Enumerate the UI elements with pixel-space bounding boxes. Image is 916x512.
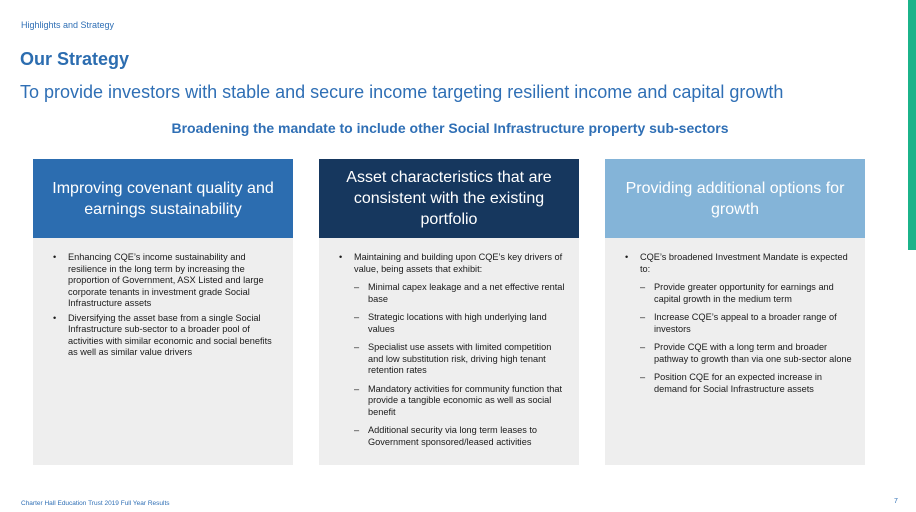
sub-list	[640, 282, 855, 395]
sub-list-item: – Specialist use assets with limited competition and low substitution risk, driving high tenant retention rates	[354, 342, 569, 377]
strategy-column-asset-characteristics	[319, 159, 579, 465]
page-subtitle: To provide investors with stable and secure income targeting resilient income and capital growth	[20, 82, 784, 102]
sub-list-item: – Minimal capex leakage and a net effective rental base	[354, 282, 569, 305]
bullet-list	[53, 252, 283, 359]
footer-text: Charter Hall Education Trust 2019 Full Year Results	[21, 500, 170, 507]
column-body	[605, 238, 865, 395]
list-item-intro: CQE’s broadened Investment Mandate is expected to:	[640, 252, 848, 274]
list-item: • Diversifying the asset base from a single Social Infrastructure sub-sector to a broader pool of activities with similar economic and social benefits as well as similar value drivers	[53, 313, 283, 359]
page-number: 7	[894, 498, 898, 505]
accent-bar	[908, 0, 916, 250]
strategy-column-covenant	[33, 159, 293, 465]
page-title: Our Strategy	[20, 49, 130, 69]
list-item	[625, 252, 855, 395]
column-heading: Asset characteristics that are consistent with the existing portfolio	[319, 159, 579, 238]
column-body	[319, 238, 579, 448]
column-heading: Improving covenant quality and earnings sustainability	[33, 159, 293, 238]
list-item	[339, 252, 569, 448]
strategy-column-growth-options	[605, 159, 865, 465]
sub-list	[354, 282, 569, 448]
column-heading: Providing additional options for growth	[605, 159, 865, 238]
sub-list-item: – Additional security via long term leases to Government sponsored/leased activities	[354, 425, 569, 448]
section-label: Highlights and Strategy	[21, 20, 115, 30]
sub-list-item: – Mandatory activities for community function that provide a tangible economic as well as social benefit	[354, 384, 569, 419]
sub-list-item: – Strategic locations with high underlying land values	[354, 312, 569, 335]
list-item: • Enhancing CQE’s income sustainability and resilience in the long term by increasing the proportion of Government, ASX Listed and large corporate tenants in investment grade Social Infrastructure assets	[53, 252, 283, 310]
mandate-heading: Broadening the mandate to include other Social Infrastructure property sub-sectors	[171, 120, 729, 136]
sub-list-item: – Position CQE for an expected increase in demand for Social Infrastructure assets	[640, 372, 855, 395]
sub-list-item: – Provide greater opportunity for earnings and capital growth in the medium term	[640, 282, 855, 305]
bullet-list	[339, 252, 569, 448]
list-item-intro: Maintaining and building upon CQE’s key drivers of value, being assets that exhibit:	[354, 252, 563, 274]
sub-list-item: – Increase CQE’s appeal to a broader range of investors	[640, 312, 855, 335]
column-body	[33, 238, 293, 359]
sub-list-item: – Provide CQE with a long term and broader pathway to growth than via one sub-sector alone	[640, 342, 855, 365]
bullet-list	[625, 252, 855, 395]
